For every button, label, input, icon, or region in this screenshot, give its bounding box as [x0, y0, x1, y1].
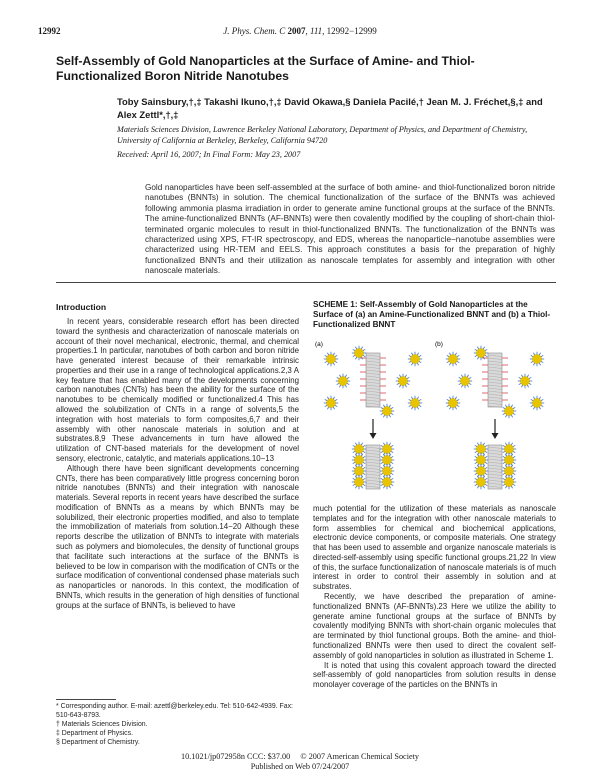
author-list: Toby Sainsbury,†,‡ Takashi Ikuno,†,‡ David Okawa,§ Daniela Pacilé,† Jean M. J. Fréchet,§,‡ and Alex Zettl*,†,‡ [117, 96, 543, 120]
intro-paragraph-1: In recent years, considerable research effort has been directed toward the synthesis and characterization of nanoscale materials on account of their novel mechanical, electronic, thermal, and chemical properties.1 In particular, nanotubes of both carbon and boron nitride have generated interest because of their remarkable intrinsic properties and their use in a range of technological applications.2,3 A key feature that has enabled many of the developments concerning carbon nanotubes (CNTs) has been the ability for the surface of the nanotubes to be chemically modified or functionalized.4 This has allowed the solubilization of CNTs in a range of solvents,5 the integration with host materials to form composites,6,7 and their assembly with other nanoscale materials in solution and at substrates.8,9 These advancements in turn have allowed the utilization of CNT-based materials for the development of novel sensory, electronic, catalytic, and materials applications.10−13 [56, 317, 299, 463]
reaction-arrows [370, 419, 499, 439]
gold-nanoparticle [504, 406, 513, 415]
scheme-label-b: (b) [435, 341, 443, 348]
gold-nanoparticle [410, 354, 419, 363]
right-paragraph-3: It is noted that using this covalent approach toward the directed self-assembly of gold nanoparticles from solution results in dense monolayer coverage of the particles on the BNNTs in [313, 660, 556, 690]
gold-nanoparticle [476, 348, 485, 357]
footnote-corresponding: * Corresponding author. E-mail: azettl@berkeley.edu. Tel: 510-642-4939. Fax: 510-643-8793. [56, 703, 293, 719]
gold-nanoparticle [326, 354, 335, 363]
section-heading-introduction: Introduction [56, 302, 107, 312]
gold-nanoparticle [382, 466, 391, 475]
footnote-1: † Materials Sciences Division. [56, 721, 148, 728]
footnotes [56, 702, 299, 747]
right-paragraph-2: Recently, we have described the preparation of amine-functionalized BNNTs (AF-BNNTs).23 Here we utilize the ability to generate amine functional groups at the surface of BNNTs by covalently modifying BNNTs with short-chain organic molecules that are terminated by thiol functional groups. Both the amine- and thiol-functionalized BNNTs were then used to direct the covalent self-assembly of gold nanoparticles in solution as illustrated in Scheme 1. [313, 592, 556, 660]
footnote-2: ‡ Department of Physics. [56, 730, 133, 737]
nanotube [488, 445, 502, 489]
abstract: Gold nanoparticles have been self-assembled at the surface of both amine- and thiol-functionalized boron nitride nanotubes (BNNTs) in solution. The chemical functionalization of the surface of the BNNTs was achieved following ammonia plasma irradiation in order to generate amine functional groups at the surface of the BNNTs. The amine-functionalized BNNTs (AF-BNNTs) were then covalently modified by the coupling of short-chain thiol-terminated organic molecules to result in thiol-functionalized BNNTs. The functionalization of the BNNTs was characterized using XPS, FT-IR spectroscopy, and EDS, whereas the nanoparticle−nanotube assemblies were characterized using HR-TEM and EELS. This approach constitutes a basis for the preparation of highly functionalized BNNTs and their utilization as nanoscale templates for assembly and integration with other nanoscale materials. [145, 183, 555, 276]
panel-a-reactants [324, 346, 422, 418]
gold-nanoparticle [382, 477, 391, 486]
nanotube [366, 445, 380, 489]
doi-line: 10.1021/jp072958n CCC: $37.00 © 2007 American Chemical Society [181, 752, 419, 761]
gold-nanoparticle [476, 477, 485, 486]
divider [56, 282, 556, 283]
panel-a-product [352, 442, 394, 489]
journal-citation: J. Phys. Chem. C 2007, 111, 12992−12999 [223, 26, 377, 36]
published-line: Published on Web 07/24/2007 [250, 762, 350, 771]
gold-nanoparticle [520, 376, 529, 385]
gold-nanoparticle [504, 466, 513, 475]
journal-pages: 12992−12999 [326, 26, 377, 36]
affiliation: Materials Sciences Division, Lawrence Berkeley National Laboratory, Department of Physics, and Department of Chemistry, University of California at Berkeley, Berkeley, California 94720 [117, 125, 528, 145]
page-number: 12992 [38, 26, 61, 36]
scheme-caption: SCHEME 1: Self-Assembly of Gold Nanoparticles at the Surface of (a) an Amine-Functionalized BNNT and (b) a Thiol-Functionalized BNNT [313, 300, 551, 330]
gold-nanoparticle [326, 398, 335, 407]
journal-volume: 111 [310, 26, 323, 36]
gold-nanoparticle [476, 455, 485, 464]
scheme-label-a: (a) [315, 341, 323, 348]
gold-nanoparticle [354, 455, 363, 464]
gold-nanoparticle [448, 398, 457, 407]
received-dates: Received: April 16, 2007; In Final Form: May 23, 2007 [117, 150, 301, 159]
gold-nanoparticle [354, 466, 363, 475]
gold-nanoparticle [354, 477, 363, 486]
panel-b-product [474, 442, 516, 489]
right-column [313, 504, 556, 690]
journal-year: 2007 [287, 26, 306, 36]
gold-nanoparticle [410, 398, 419, 407]
gold-nanoparticle [504, 477, 513, 486]
footnote-divider [56, 699, 116, 700]
gold-nanoparticle [382, 455, 391, 464]
gold-nanoparticle [338, 376, 347, 385]
gold-nanoparticle [382, 444, 391, 453]
gold-nanoparticle [504, 444, 513, 453]
right-paragraph-1: much potential for the utilization of these materials as nanoscale templates and for the integration with other nanoscale materials to form assemblies for chemical and biochemical applications, electronic device components, or composite materials. One strategy that has been used to assemble and organize nanoscale materials is directed-self-assembly using specific functional groups.21,22 In view of this, the surface functionalization of nanoscale materials is of much interest in order to control their assembly in solution and at substrates. [313, 504, 556, 592]
gold-nanoparticle [476, 444, 485, 453]
gold-nanoparticle [398, 376, 407, 385]
gold-nanoparticle [460, 376, 469, 385]
panel-b-reactants [446, 346, 544, 418]
gold-nanoparticle [504, 455, 513, 464]
gold-nanoparticle [354, 444, 363, 453]
gold-nanoparticle [354, 348, 363, 357]
gold-nanoparticle [382, 406, 391, 415]
footnote-3: § Department of Chemistry. [56, 739, 140, 746]
arrow-head [492, 433, 499, 439]
gold-nanoparticle [532, 354, 541, 363]
intro-paragraph-2: Although there have been significant developments concerning CNTs, there has been comparatively little progress concerning boron nitride nanotubes (BNNTs) and their integration with nanoscale materials. Several reports in recent years have described the surface modification of BNNTs as a means by which BNNTs may be solubilized, their electronic properties modified, and also to template the immobilization of materials from solution.14−20 Although these reports describe the utilization of BNNTs to integrate with materials such as polymers and biomolecules, the density of functional groups that facilitate such interactions at the surface of the BNNTs is believed to be low in comparison with the modification of CNTs or the surface modification of conventional condensed phase materials such as nanoparticles or nanorods. In this context, the modification of BNNTs, which results in the generation of high densities of functional groups at the surface of BNNTs, is believed to have [56, 463, 299, 610]
scheme-figure [313, 337, 556, 497]
arrow-head [370, 433, 377, 439]
gold-nanoparticle [532, 398, 541, 407]
left-column [56, 317, 299, 610]
gold-nanoparticle [476, 466, 485, 475]
journal-name: J. Phys. Chem. C [223, 26, 286, 36]
gold-nanoparticle [448, 354, 457, 363]
article-title: Self-Assembly of Gold Nanoparticles at the Surface of Amine- and Thiol-Functionalized Boron Nitride Nanotubes [56, 54, 475, 83]
